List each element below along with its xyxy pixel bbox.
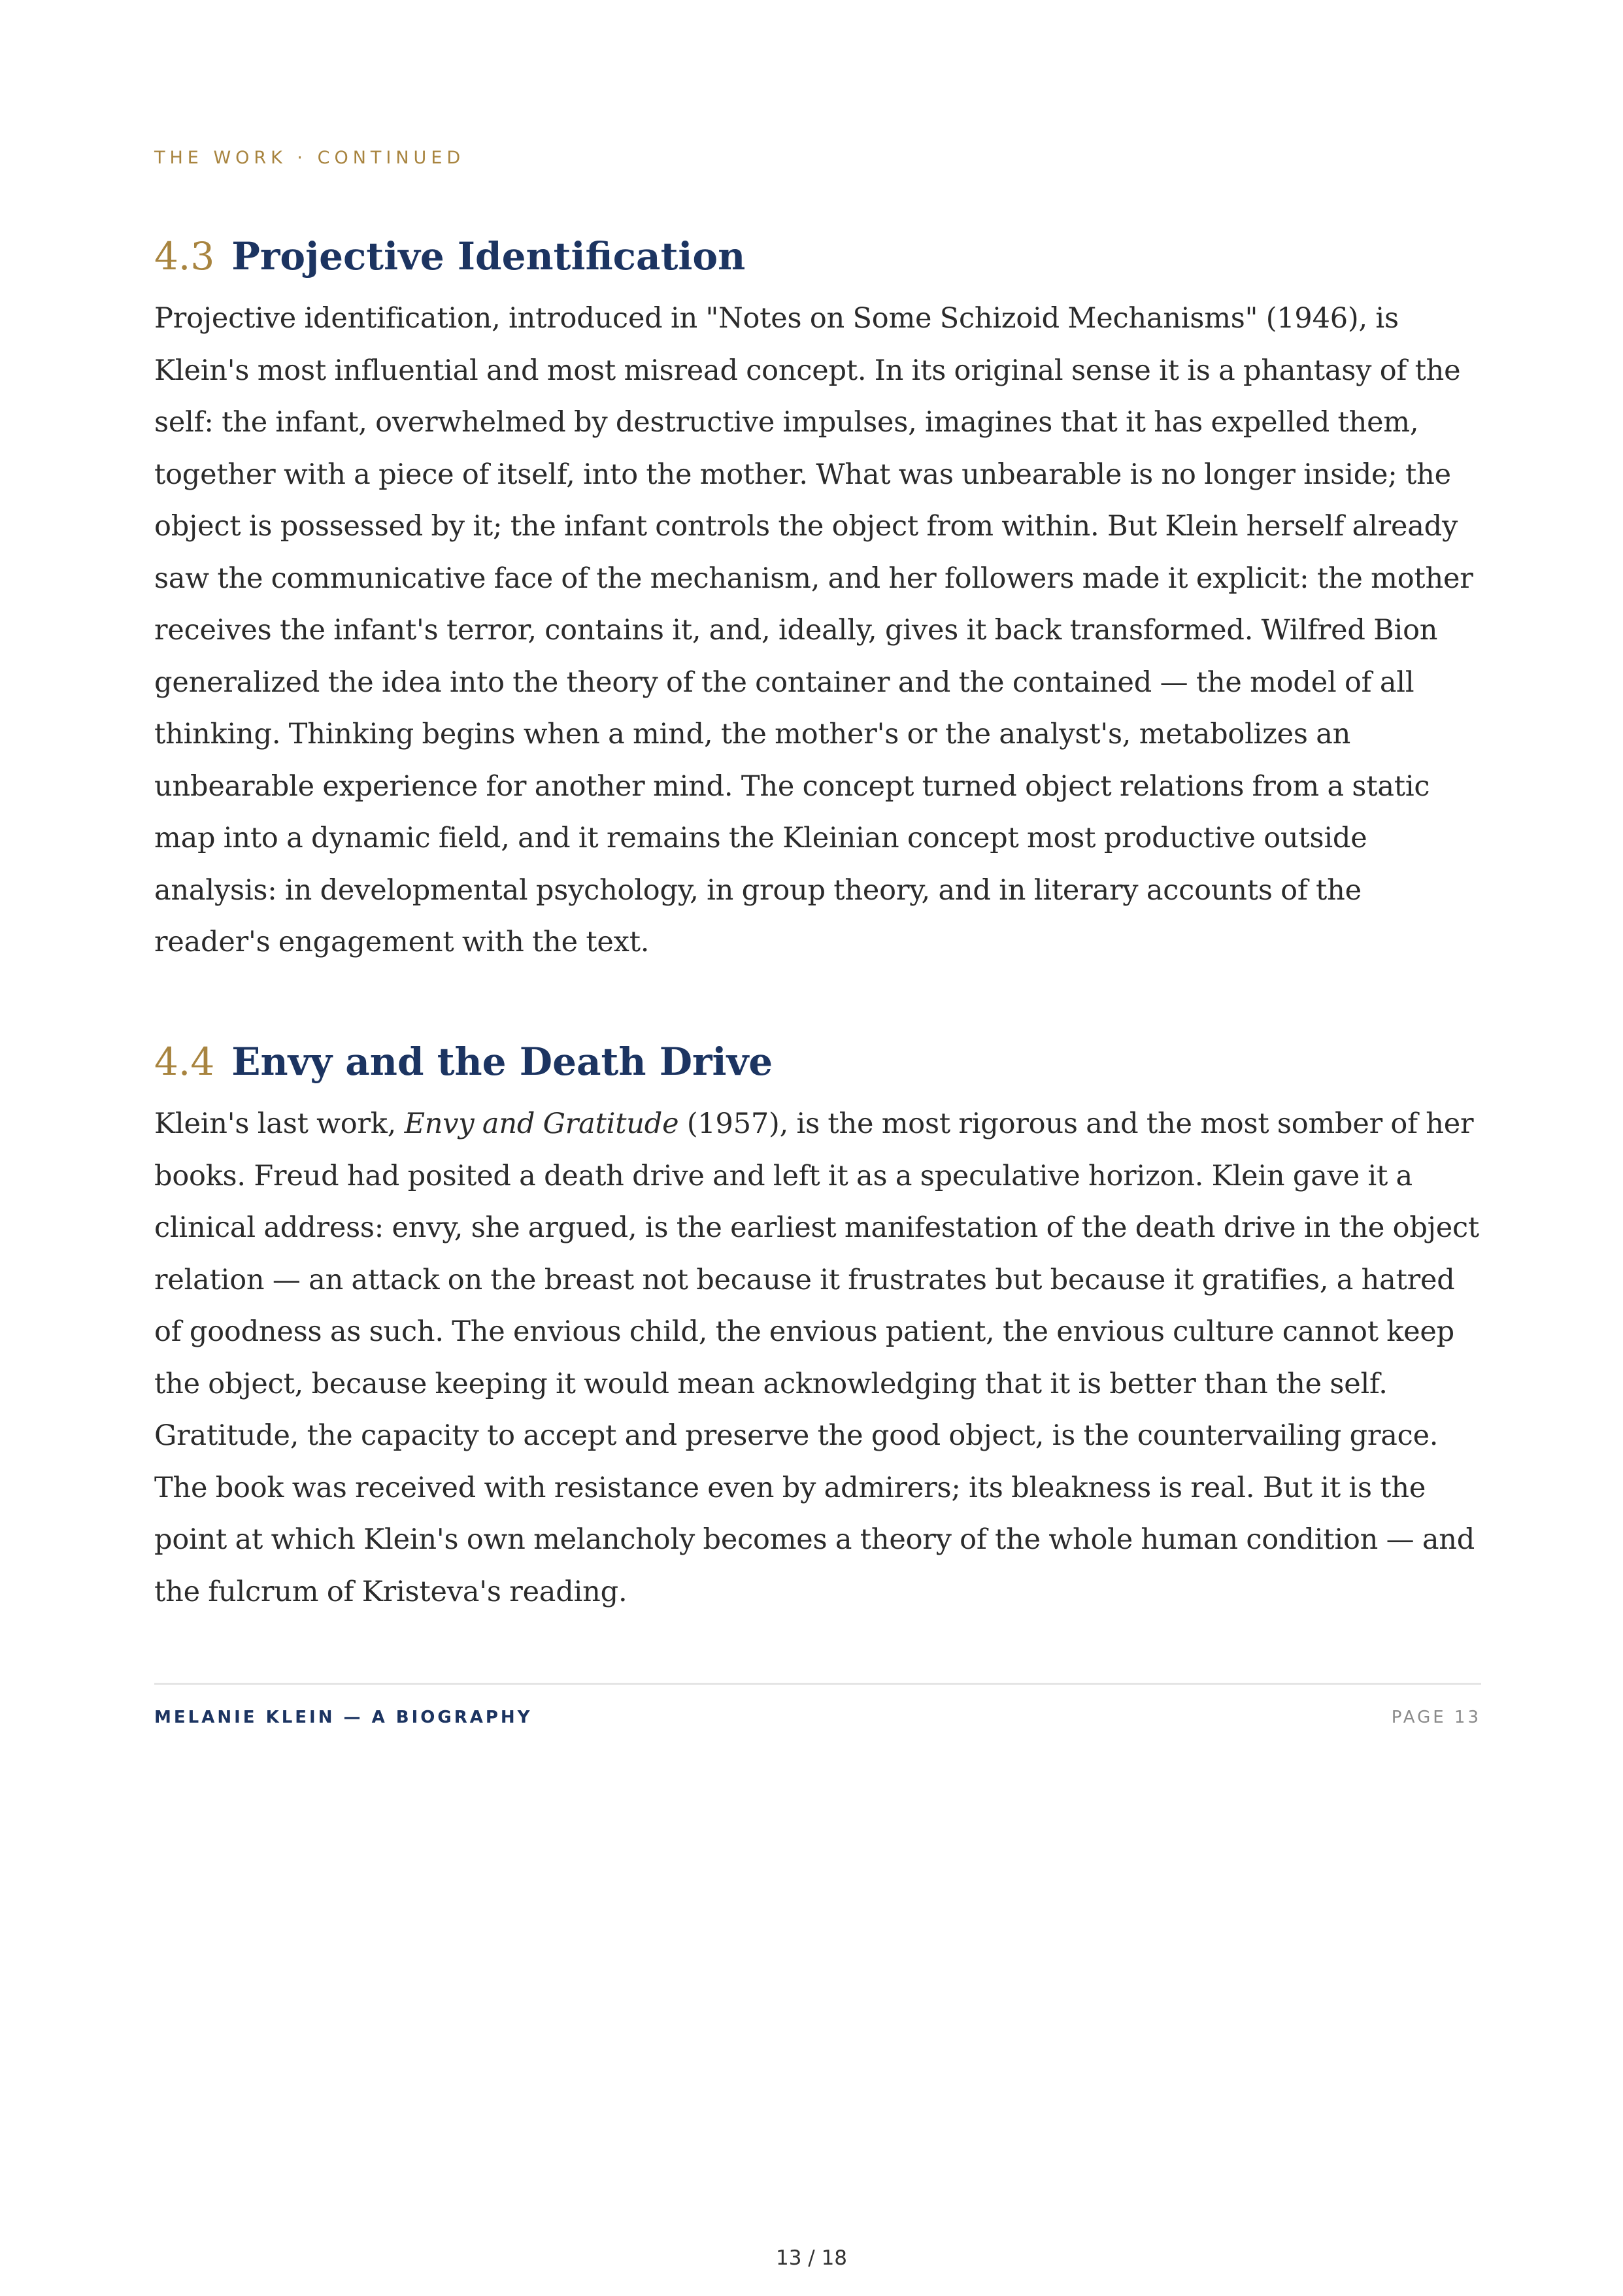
section-number: 4.3: [154, 234, 215, 279]
section-heading: [154, 230, 1481, 282]
section-projective-identification: [154, 230, 1481, 969]
body-paragraph: Projective identification, introduced in "Notes on Some Schizoid Mechanisms" (1946), is Klein's most influential and most misread concept. In its original sense it is a phantasy of the self: the infant, overwhelmed by destructive impulses, imagines that it has expelled them, together with a piece of itself, into the mother. What was unbearable is no longer inside; the object is possessed by it; the infant controls the object from within. But Klein herself already saw the communicative face of the mechanism, and her followers made it explicit: the mother receives the infant's terror, contains it, and, ideally, gives it back transformed. Wilfred Bion generalized the idea into the theory of the container and the contained — the model of all thinking. Thinking begins when a mind, the mother's or the analyst's, metabolizes an unbearable experience for another mind. The concept turned object relations from a static map into a dynamic field, and it remains the Kleinian concept most productive outside analysis: in developmental psychology, in group theory, and in literary accounts of the reader's engagement with the text.: [154, 302, 1473, 958]
paragraph-text: (1957), is the most rigorous and the most somber of her books. Freud had posited a death drive and left it as a speculative horizon. Klein gave it a clinical address: envy, she argued, is the earliest manifestation of the death drive in the object relation — an attack on the breast not because it frustrates but because it gratifies, a hatred of goodness as such. The envious child, the envious patient, the envious culture cannot keep the object, because keeping it would mean acknowledging that it is better than the self. Gratitude, the capacity to accept and preserve the good object, is the countervailing grace. The book was received with resistance even by admirers; its bleakness is real. But it is the point at which Klein's own melancholy becomes a theory of the whole human condition — and the fulcrum of Kristeva's reading.: [154, 1107, 1479, 1608]
section-heading: [154, 1036, 1481, 1088]
running-head: THE WORK · CONTINUED: [154, 148, 465, 168]
paragraph-text: Klein's last work,: [154, 1107, 405, 1140]
book-title-italic: Envy and Gratitude: [404, 1107, 679, 1140]
body-paragraph: [154, 1098, 1481, 1618]
footer-book-title: MELANIE KLEIN — A BIOGRAPHY: [154, 1708, 533, 1727]
footer-divider: [154, 1683, 1481, 1685]
section-title: Envy and the Death Drive: [231, 1039, 773, 1084]
section-number: 4.4: [154, 1039, 215, 1084]
viewer-page-counter: 13 / 18: [775, 2246, 848, 2270]
section-title: Projective Identification: [231, 234, 746, 279]
footer-page-number: PAGE 13: [1391, 1708, 1481, 1727]
section-envy-death-drive: [154, 1036, 1481, 1618]
